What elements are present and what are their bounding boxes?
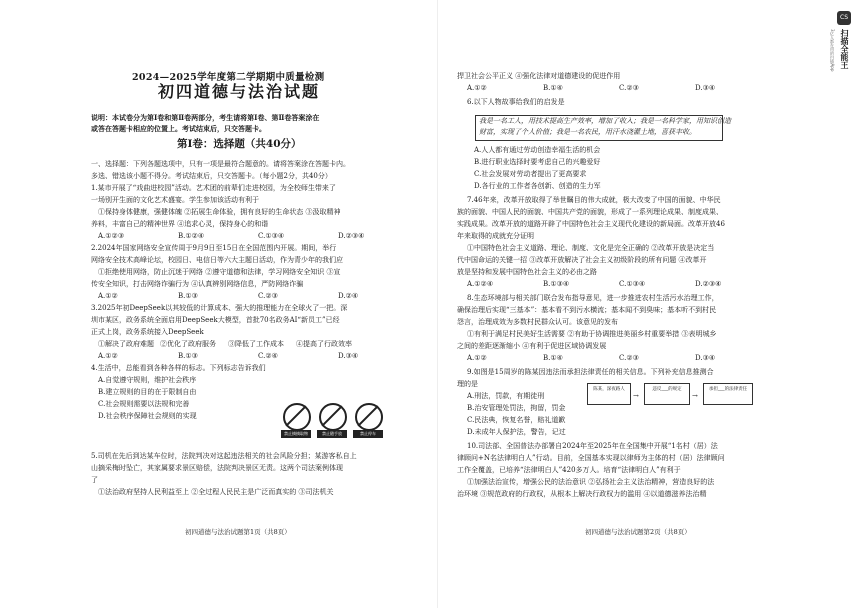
text-line: ①中国特色社会主义道路、理论、制度、文化是完全正确的 ②改革开放是决定当 bbox=[467, 244, 715, 252]
q8-options bbox=[467, 354, 715, 363]
text-line: ①保持身体健康，强健体魄 ②拓展生命体验，拥有良好的生命状态 ③汲取精神 bbox=[98, 208, 341, 216]
page-footer: 初四道德与法治试题第1页（共8页） bbox=[185, 528, 291, 536]
q6-option-b: B.进行职业选择时要考虑自己的兴趣爱好 bbox=[474, 158, 601, 166]
exam-page-2 bbox=[437, 0, 860, 608]
option-a: A.①② bbox=[98, 352, 118, 360]
option-c: C.②④ bbox=[258, 352, 278, 360]
exam-header: 2024—2025学年度第二学期期中质量检测 bbox=[132, 72, 325, 83]
question-5: 5.司机在先后到达某车位时，法院判决对这起违法相关的社会风险分担；某游客私自上 bbox=[91, 452, 357, 460]
q9-option-a: A.刑法，罚款，有期徒刑 bbox=[467, 392, 545, 400]
text-line: 放是坚持和发展中国特色社会主义的必由之路 bbox=[457, 268, 597, 276]
option-a: A.①② bbox=[467, 354, 487, 362]
item-2: ②优化了政府服务 bbox=[160, 340, 216, 348]
question-9: 9.如图是15周岁的陈某因违法而承担法律责任的相关信息。下列补充信息推测合 bbox=[467, 368, 714, 376]
item-4: ④提高了行政效率 bbox=[296, 340, 352, 348]
text-line: 年来取得的成就充分证明 bbox=[457, 232, 534, 240]
text-line: 理的是 bbox=[457, 380, 478, 388]
text-line: ①有利于满足村民美好生活需要 ②有助于协调推进美丽乡村重要举措 ③表明城乡 bbox=[467, 330, 717, 338]
q4-option-c: C.社会规则需要以法规和完善 bbox=[98, 400, 190, 408]
instruction-line-2: 或答在答题卡相应的位置上。考试结束后，只交答题卡。 bbox=[91, 124, 266, 133]
q9-option-c: C.民法典，恢复名誉，赔礼道歉 bbox=[467, 416, 566, 424]
option-c: C.①③④ bbox=[258, 232, 285, 240]
quote-line-2: 财富，实现了个人价值；我是一名农民，用汗水浇灌土地，喜获丰收。 bbox=[479, 128, 696, 136]
q1-options bbox=[98, 232, 364, 241]
text-line: 怨言，治理成效为多数村民群众认可。该意见的发布 bbox=[457, 318, 618, 326]
q2-options bbox=[98, 292, 358, 301]
option-c: C.②③ bbox=[619, 84, 639, 92]
text-line: 了 bbox=[91, 476, 98, 484]
option-a: A.①② bbox=[98, 292, 118, 300]
q6-option-a: A.人人都有通过劳动创造幸福生活的机会 bbox=[474, 146, 601, 154]
question-3: 3.2025年初DeepSeek以其较低的计算成本、强大的推理能力在全球火了一把。深 bbox=[91, 304, 348, 312]
option-c: C.②③ bbox=[258, 292, 278, 300]
scanner-watermark bbox=[826, 5, 856, 90]
option-d: D.③④ bbox=[695, 84, 716, 92]
q6-option-d: D.各行业的工作者各创新、创造的生力军 bbox=[474, 182, 601, 190]
quote-line-1: 我是一名工人，用技术提高生产效率，增加了收入；我是一名科学家，用知识创造 bbox=[479, 117, 731, 125]
option-a: A.①②④ bbox=[467, 280, 494, 288]
q3-items bbox=[98, 340, 352, 349]
text-line: 正式上岗，政务系统接入DeepSeek bbox=[91, 328, 204, 336]
text-line: ①法治政府坚持人民利益至上 ②全过程人民民主是广泛而真实的 ③司法机关 bbox=[98, 488, 334, 496]
question-4: 4.生活中，总能看到各种各样的标志。下列标志告诉我们 bbox=[91, 364, 266, 372]
exam-title: 初四道德与法治试题 bbox=[158, 82, 321, 101]
q4-option-a: A.自觉遵守规则，维护社会秩序 bbox=[98, 376, 197, 384]
text-line: 族的面貌、中国人民的面貌、中国共产党的面貌，形成了一系列理论成果、制度成果、 bbox=[457, 208, 723, 216]
q9-option-d: D.未成年人保护法，警告，记过 bbox=[467, 428, 566, 436]
option-d: D.③④ bbox=[338, 352, 359, 360]
text-line: 律顾问+N名法律明白人”行动。目前，全国基本实现以律师为主体的村（居）法律顾问 bbox=[457, 454, 725, 462]
no-parking-sign-icon: 禁止停车 bbox=[353, 402, 383, 438]
text-line: 之间的差距逐渐缩小 ④有利于促进区域协调发展 bbox=[457, 342, 607, 350]
flow-box-1: 陈某，深夜路人 bbox=[587, 383, 631, 405]
question-8: 8.生态环境部与相关部门联合发布指导意见，进一步推进农村生活污水治理工作， bbox=[467, 294, 719, 302]
option-a: A.①② bbox=[467, 84, 487, 92]
camscanner-logo-icon: CS bbox=[837, 11, 851, 25]
q4-option-d: D.社会秩序保障社会规则的实现 bbox=[98, 412, 197, 420]
arrow-right-icon: → bbox=[692, 392, 698, 400]
text-line: 传安全知识，打击网络诈骗行为 ④认真辨别网络信息，严防网络诈骗 bbox=[91, 280, 304, 288]
no-picking-sign-icon: 禁止摘摘取物 bbox=[281, 402, 311, 438]
flow-box-3: 承担___的法律责任 bbox=[703, 383, 753, 405]
text-line: 治环境 ③规范政府的行政权，从根本上解决行政权力的滥用 ④以道德滋养法治精 bbox=[457, 490, 707, 498]
arrow-right-icon: → bbox=[633, 392, 639, 400]
q5-options bbox=[467, 84, 715, 93]
text-line: 实践成果。改革开放的道路开辟了中国特色社会主义现代化建设的新局面。改革开放46 bbox=[457, 220, 725, 228]
text-line: 网络安全技术高峰论坛，校园日、电信日等六大主题日活动，作为青少年的我们应 bbox=[91, 256, 343, 264]
text-line: 确保治理后实现“三基本”：基本看不到污水横流；基本闻不到臭味；基本听不到村民 bbox=[457, 306, 717, 314]
text-line: 山摘采梅时坠亡，其家属要求景区赔偿，法院判决景区无责。这两个司法案例体现 bbox=[91, 464, 343, 472]
text-line: 工作全覆盖，已培养“法律明白人”420多万人。培育“法律明白人”有利于 bbox=[457, 466, 681, 474]
q3-options bbox=[98, 352, 358, 361]
text-line: 代中国命运的关键一招 ③改革开放解决了社会主义初级阶段的所有问题 ④改革开 bbox=[457, 256, 707, 264]
option-b: B.①④ bbox=[543, 354, 563, 362]
option-d: D.③④ bbox=[695, 354, 716, 362]
option-b: B.①④ bbox=[543, 84, 563, 92]
option-d: D.②③④ bbox=[695, 280, 722, 288]
option-a: A.①②③ bbox=[98, 232, 125, 240]
option-c: C.①③④ bbox=[619, 280, 646, 288]
option-d: D.②③④ bbox=[338, 232, 365, 240]
text-line: 一场别开生面的文化艺术盛宴。学生参加该活动有利于 bbox=[91, 196, 259, 204]
item-3: ③降低了工作成本 bbox=[228, 340, 284, 348]
option-b: B.①③ bbox=[178, 292, 198, 300]
text-line: 多选、错选该小题不得分。考试结束后，只交答题卡。（每小题2分，共40分） bbox=[91, 172, 332, 180]
option-d: D.②④ bbox=[338, 292, 359, 300]
section-title: 第Ⅰ卷：选择题（共40分） bbox=[177, 138, 302, 150]
page-footer: 初四道德与法治试题第2页（共8页） bbox=[585, 528, 691, 536]
q4-option-b: B.建立规则的目的在于限制自由 bbox=[98, 388, 197, 396]
question-1: 1.某市开展了“戏曲进校园”活动。艺术团的前辈们走进校园，为全校师生带来了 bbox=[91, 184, 336, 192]
question-2: 2.2024年国家网络安全宣传周于9月9日至15日在全国范围内开展。期间，举行 bbox=[91, 244, 337, 252]
text-line: 圳市某区，政务系统全面启用DeepSeek大模型，首批70名政务AI“新员工”已经 bbox=[91, 316, 340, 324]
instruction-line-1: 说明：本试卷分为第Ⅰ卷和第Ⅱ卷两部分，考生请将第Ⅰ卷、第Ⅱ卷答案涂在 bbox=[91, 113, 320, 122]
option-b: B.①②④ bbox=[178, 232, 205, 240]
text-line: ①拒绝使用网络，防止沉迷于网络 ②遵守道德和法律，学习网络安全知识 ③宣 bbox=[98, 268, 341, 276]
text-line: 捍卫社会公平正义 ④强化法律对道德建设的促进作用 bbox=[457, 72, 621, 80]
app-tagline: 3亿人都在用的扫描App bbox=[830, 29, 835, 72]
q9-option-b: B.治安管理处罚法，拘留，罚金 bbox=[467, 404, 566, 412]
text-line: ①加强法治宣传，增强公民的法治意识 ②弘扬社会主义法治精神，营造良好的法 bbox=[467, 478, 715, 486]
question-6: 6.以下人物故事给我们的启发是 bbox=[467, 98, 565, 106]
question-10: 10.司法部、全国普法办部署自2024年至2025年在全国集中开展“1名村（居）法 bbox=[467, 442, 718, 450]
q7-options bbox=[467, 280, 721, 289]
q6-option-c: C.社会发展对劳动者提出了更高要求 bbox=[474, 170, 587, 178]
app-name: 扫描全能王 bbox=[840, 29, 849, 69]
item-1: ①解决了政府难题 bbox=[98, 340, 154, 348]
option-b: B.①③④ bbox=[543, 280, 570, 288]
question-7: 7.46年来，改革开放取得了举世瞩目的伟大成就，极大改变了中国的面貌、中华民 bbox=[467, 196, 721, 204]
text-line: 养料，丰富自己的精神世界 ④追求心灵，保持身心的和谐 bbox=[91, 220, 269, 228]
no-littering-sign-icon: 禁止随手放 bbox=[317, 402, 347, 438]
option-b: B.①③ bbox=[178, 352, 198, 360]
flow-box-2: 违反___的规定 bbox=[644, 383, 690, 405]
option-c: C.②③ bbox=[619, 354, 639, 362]
text-line: 一、选择题：下列各题选项中，只有一项是最符合题意的。请将答案涂在答题卡内。 bbox=[91, 160, 350, 168]
